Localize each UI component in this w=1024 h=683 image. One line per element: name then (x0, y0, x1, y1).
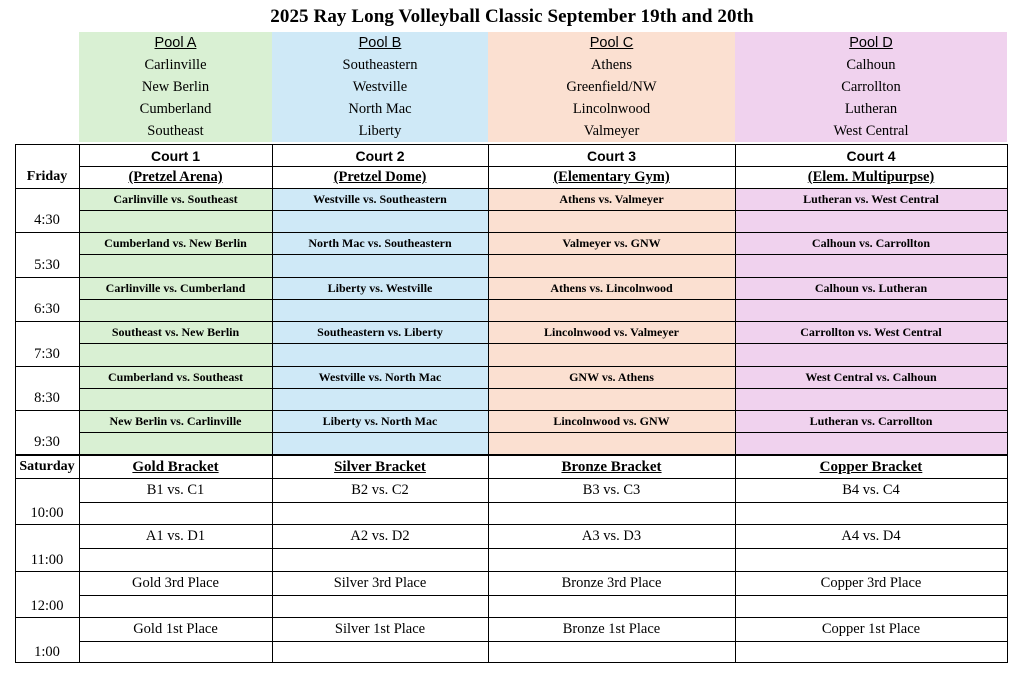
venue-header: (Elem. Multipurpse) (807, 169, 935, 185)
match-cell: Carlinville vs. Cumberland (105, 280, 246, 295)
pool-team: Cumberland (139, 101, 212, 117)
match-cell: Silver 3rd Place (333, 574, 427, 591)
time-slot: 10:00 (30, 505, 64, 522)
match-cell: B3 vs. C3 (582, 482, 641, 498)
match-cell: Copper 3rd Place (820, 574, 922, 591)
friday-label: Friday (26, 169, 68, 184)
venue-header: (Elementary Gym) (553, 169, 670, 185)
match-cell: Cumberland vs. Southeast (107, 369, 244, 384)
match-cell: Lincolnwood vs. GNW (553, 414, 670, 428)
bracket-header: Gold Bracket (132, 458, 219, 475)
match-cell: Gold 3rd Place (132, 574, 219, 591)
pool-team: Greenfield/NW (566, 79, 657, 95)
time-slot: 5:30 (34, 256, 60, 273)
grid-line (79, 641, 1008, 642)
grid-line (15, 662, 1008, 663)
match-cell: A4 vs. D4 (841, 528, 901, 545)
match-cell: A3 vs. D3 (581, 528, 642, 545)
pool-name: Pool D (849, 35, 893, 51)
court-header: Court 4 (846, 147, 896, 164)
pool-team: Calhoun (846, 57, 896, 73)
pool-b (272, 32, 488, 142)
pool-c (488, 32, 735, 142)
pool-team: Liberty (358, 123, 402, 139)
time-slot: 8:30 (34, 389, 60, 406)
match-cell: Bronze 3rd Place (561, 574, 662, 591)
pool-team: Southeast (147, 123, 204, 139)
match-cell: GNW vs. Athens (569, 369, 654, 384)
pool-team: Lincolnwood (572, 101, 651, 117)
match-cell: Liberty vs. North Mac (322, 414, 438, 428)
match-cell: A1 vs. D1 (145, 528, 206, 545)
bracket-header: Bronze Bracket (561, 458, 662, 475)
saturday-label: Saturday (19, 459, 75, 474)
time-slot: 12:00 (30, 597, 64, 614)
grid-line (79, 502, 1008, 503)
pool-team: North Mac (348, 101, 412, 117)
match-cell: Southeastern vs. Liberty (317, 325, 443, 340)
match-cell: Lincolnwood vs. Valmeyer (543, 325, 679, 340)
time-slot: 11:00 (30, 551, 64, 568)
match-cell: Valmeyer vs. GNW (562, 236, 661, 251)
match-cell: Liberty vs. Westville (327, 280, 433, 295)
match-cell: Cumberland vs. New Berlin (104, 236, 247, 251)
bracket-header: Copper Bracket (819, 458, 923, 475)
match-cell: A2 vs. D2 (350, 528, 410, 545)
match-cell: North Mac vs. Southeastern (308, 236, 452, 251)
time-slot: 9:30 (34, 434, 60, 451)
time-slot: 1:00 (34, 644, 60, 660)
page-title: 2025 Ray Long Volleyball Classic September 19th and 20th (270, 6, 754, 27)
court-header: Court 2 (355, 147, 405, 164)
grid-line (79, 548, 1008, 549)
pool-name: Pool C (589, 35, 634, 51)
pool-team: Carlinville (144, 57, 207, 73)
grid-line (79, 254, 1008, 255)
venue-header: (Pretzel Arena) (128, 169, 223, 185)
match-cell: Copper 1st Place (821, 620, 921, 637)
match-cell: Gold 1st Place (133, 620, 218, 637)
match-cell: Lutheran vs. West Central (803, 192, 939, 206)
pool-team: West Central (833, 123, 909, 139)
court-header: Court 1 (151, 147, 200, 164)
pool-name: Pool B (358, 35, 402, 51)
match-cell: New Berlin vs. Carlinville (109, 414, 242, 428)
grid-line (79, 299, 1008, 300)
match-cell: Carrollton vs. West Central (800, 325, 942, 340)
match-cell: Westville vs. North Mac (318, 369, 442, 384)
match-cell: Westville vs. Southeastern (313, 192, 447, 206)
pool-team: Southeastern (342, 57, 418, 73)
time-slot: 7:30 (34, 345, 60, 362)
pool-team: New Berlin (141, 79, 210, 95)
match-cell: Calhoun vs. Carrollton (811, 236, 931, 251)
grid-line (79, 432, 1008, 433)
match-cell: Carlinville vs. Southeast (113, 192, 238, 206)
match-cell: Athens vs. Lincolnwood (550, 280, 673, 295)
grid-line (1007, 144, 1008, 663)
match-cell: B4 vs. C4 (842, 482, 900, 498)
match-cell: Silver 1st Place (334, 620, 426, 637)
court-header: Court 3 (587, 147, 636, 164)
grid-line (79, 595, 1008, 596)
bracket-header: Silver Bracket (334, 458, 426, 475)
time-slot: 6:30 (34, 301, 60, 318)
match-cell: B1 vs. C1 (146, 482, 205, 498)
match-cell: Lutheran vs. Carrollton (809, 414, 933, 428)
time-slot: 4:30 (34, 212, 60, 229)
match-cell: West Central vs. Calhoun (805, 369, 937, 384)
pool-name: Pool A (154, 35, 197, 51)
match-cell: Calhoun vs. Lutheran (814, 280, 928, 295)
pool-team: Westville (352, 79, 408, 95)
grid-line (79, 343, 1008, 344)
pool-d (735, 32, 1007, 142)
match-cell: B2 vs. C2 (351, 482, 409, 498)
pool-team: Carrollton (841, 79, 901, 95)
match-cell: Bronze 1st Place (562, 620, 661, 637)
pool-team: Valmeyer (583, 123, 640, 139)
venue-header: (Pretzel Dome) (333, 169, 427, 185)
pool-team: Athens (590, 57, 633, 73)
grid-line (79, 210, 1008, 211)
match-cell: Athens vs. Valmeyer (559, 192, 664, 206)
grid-line (79, 388, 1008, 389)
pool-team: Lutheran (844, 101, 898, 117)
match-cell: Southeast vs. New Berlin (111, 325, 240, 340)
pool-a (79, 32, 272, 142)
